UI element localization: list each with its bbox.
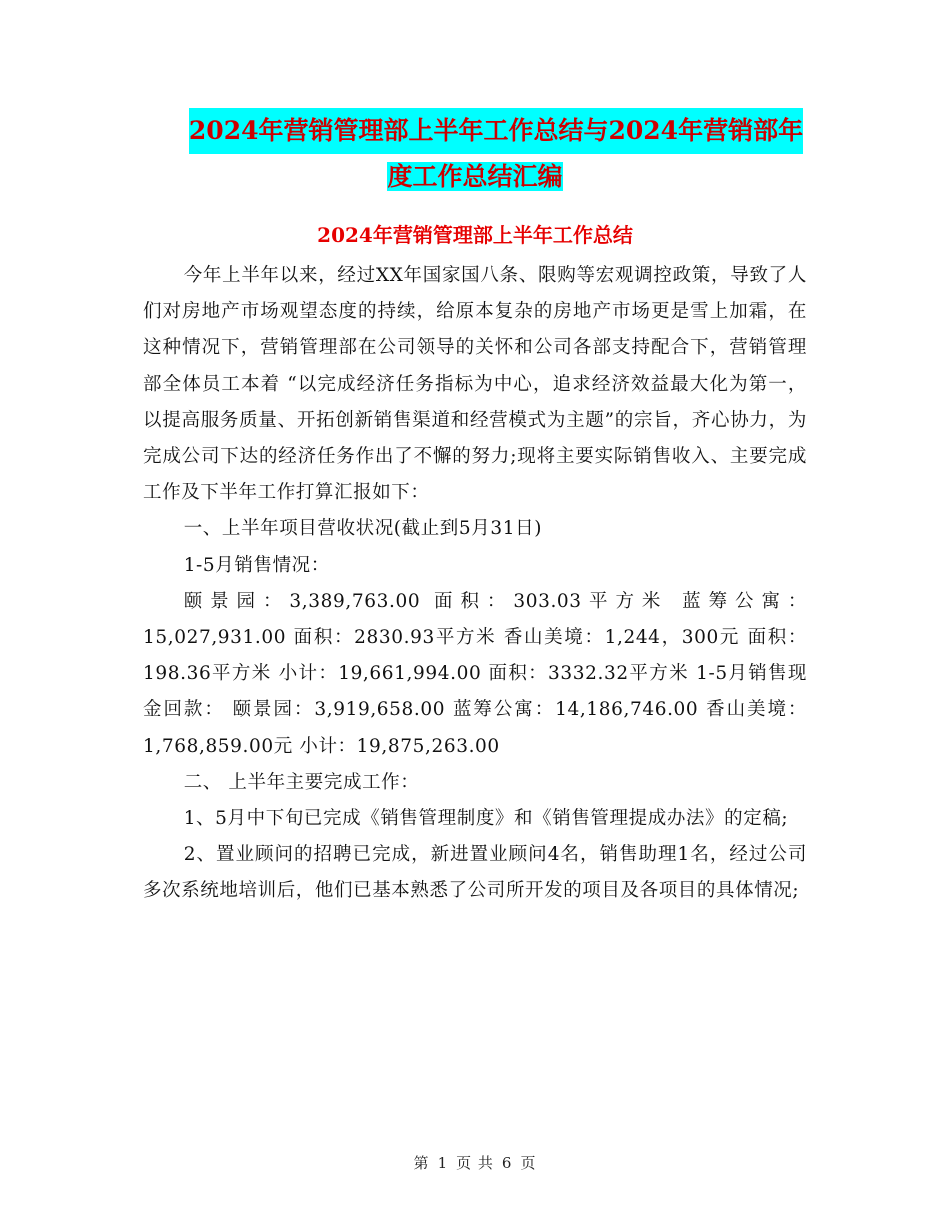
paragraph-item-1: 1、5月中下旬已完成《销售管理制度》和《销售管理提成办法》的定稿; — [183, 808, 789, 830]
footer-prefix: 第 — [413, 1154, 430, 1172]
page-footer — [0, 1152, 950, 1173]
paragraph-sales-subheading: 1-5月销售情况： — [183, 554, 330, 576]
footer-page-total: 6 — [501, 1154, 513, 1172]
paragraph-heading-revenue: 一、上半年项目营收状况(截止到5月31日) — [183, 518, 543, 540]
paragraph-heading-work: 二、 上半年主要完成工作： — [183, 771, 420, 793]
paragraph-intro: 今年上半年以来，经过XX年国家国八条、限购等宏观调控政策，导致了人们对房地产市场观望态度的持续，给原本复杂的房地产市场更是雪上加霜，在这种情况下，营销管理部在公司领导的关怀和公司各部支持配合下，营销管理部全体员工本着 “以完成经济任务指标为中心，追求经济效益最大化为第一，以提高服务质量、开拓创新销售渠道和经营模式为主题”的宗旨，齐心协力，为完成公司下达的经济任务作出了不懈的努力;现将主要实际销售收入、主要完成工作及下半年工作打算汇报如下： — [143, 265, 807, 504]
document-body — [143, 258, 807, 910]
document-title-line-1: 2024年营销管理部上半年工作总结与2024年营销部年 — [189, 108, 803, 154]
paragraph-item-2: 2、置业顾问的招聘已完成，新进置业顾问4名，销售助理1名，经过公司多次系统地培训后，他们已基本熟悉了公司所开发的项目及各项目的具体情况; — [143, 844, 807, 902]
document-title — [0, 108, 950, 200]
footer-page-current: 1 — [437, 1154, 449, 1172]
paragraph-sales-figures: 颐景园：3,389,763.00 面积：303.03平方米 蓝筹公寓：15,027,931.00 面积：2830.93平方米 香山美境：1,244，300元 面积：198.36平方米 小计：19,661,994.00 面积：3332.32平方米 1-5月销售现金回款： 颐景园：3,919,658.00 蓝筹公寓：14,186,746.00 香山美境：1,768,859.00元 小计：19,875,263.00 — [143, 590, 807, 757]
document-title-line-2: 度工作总结汇编 — [387, 162, 563, 191]
section-title: 2024年营销管理部上半年工作总结 — [317, 223, 633, 247]
footer-suffix: 页 — [520, 1154, 537, 1172]
footer-middle: 页 共 — [456, 1154, 494, 1172]
